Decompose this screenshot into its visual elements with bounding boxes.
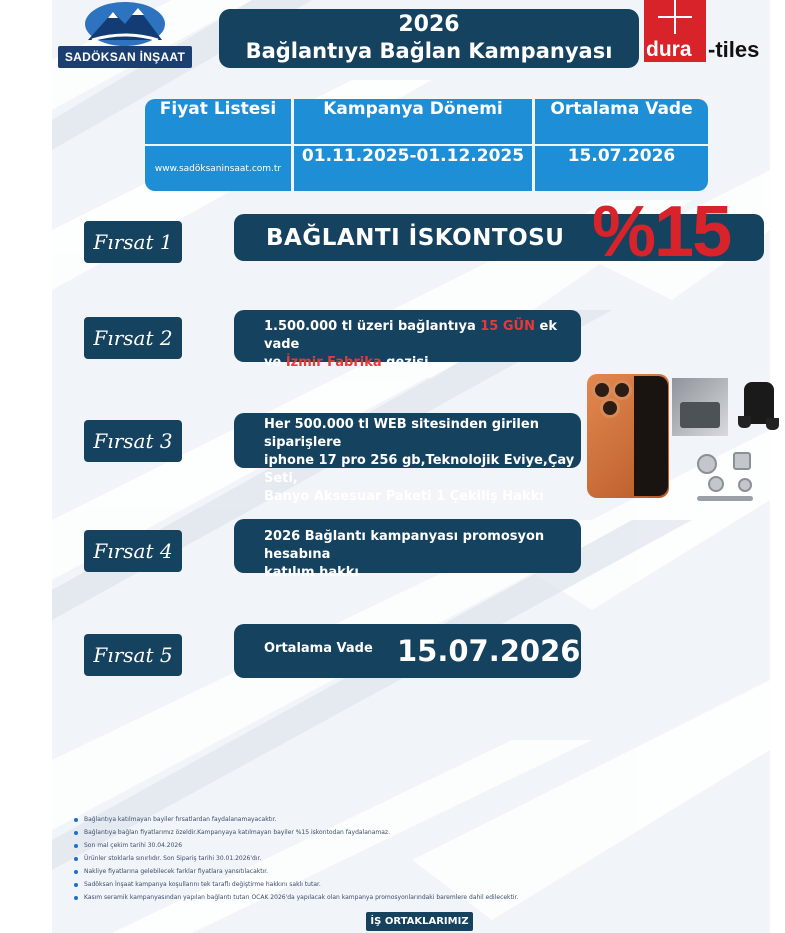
bath-accessory-icon bbox=[733, 452, 751, 470]
iphone-screen bbox=[634, 376, 668, 496]
terms-list bbox=[74, 813, 674, 904]
average-due-date: 15.07.2026 bbox=[397, 634, 581, 668]
mountain-logo-icon bbox=[58, 0, 192, 48]
partners-label: İŞ ORTAKLARIMIZ bbox=[366, 912, 473, 931]
firsat-2-line-1 bbox=[264, 318, 581, 354]
partner-logo-suffix: -tiles bbox=[708, 37, 760, 62]
company-logo bbox=[58, 0, 192, 72]
bath-accessory-icon bbox=[697, 454, 717, 474]
towel-bar-icon bbox=[697, 496, 753, 501]
firsat-2-text: gezisi bbox=[381, 355, 429, 370]
firsat-2-line-2 bbox=[264, 354, 581, 372]
camera-lens-icon bbox=[592, 380, 612, 400]
tea-cup-icon bbox=[738, 416, 751, 428]
firsat-5-label: Fırsat 5 bbox=[84, 634, 182, 676]
firsat-3-line-3: Banyo Aksesuar Paketi 1 Çekiliş Hakkı bbox=[264, 489, 544, 504]
firsat-2-label: Fırsat 2 bbox=[84, 317, 182, 359]
sink-bowl bbox=[680, 402, 720, 428]
table-header-price-list: Fiyat Listesi bbox=[159, 99, 277, 119]
terms-item: Kasım seramik kampanyasından yapılan bağlantı tutarı OCAK 2026'da yapılacak olan kampanya promosyonlarındaki baremlere dahil edilecektir. bbox=[74, 891, 674, 904]
firsat-2-offer bbox=[234, 310, 581, 370]
bath-accessory-icon bbox=[708, 476, 724, 492]
terms-item: Nakliye fiyatlarına gelebilecek farklar fiyatlara yansıtılacaktır. bbox=[74, 865, 674, 878]
firsat-3-offer bbox=[234, 413, 581, 504]
table-header-due: Ortalama Vade bbox=[550, 99, 693, 119]
terms-item: Ürünler stoklarla sınırlıdır. Son Sipariş tarihi 30.01.2026'dır. bbox=[74, 852, 674, 865]
company-logo-text: SADÖKSAN İNŞAAT bbox=[58, 46, 192, 68]
campaign-period-value: 01.11.2025-01.12.2025 bbox=[301, 146, 525, 166]
firsat-4-line-1: 2026 Bağlantı kampanyası promosyon hesabına bbox=[264, 529, 545, 562]
terms-item: Sadöksan İnşaat kampanya koşullarını tek taraflı değiştirme hakkını saklı tutar. bbox=[74, 878, 674, 891]
firsat-1-label: Fırsat 1 bbox=[84, 221, 182, 263]
partner-logo bbox=[644, 0, 774, 66]
average-due-value: 15.07.2026 bbox=[567, 146, 676, 166]
table-divider bbox=[532, 99, 535, 191]
camera-lens-icon bbox=[612, 380, 632, 400]
firsat-3-line-2: iphone 17 pro 256 gb,Teknolojik Eviye,Çay Seti, bbox=[264, 453, 575, 486]
firsat-3-line-1: Her 500.000 tl WEB sitesinden girilen siparişlere bbox=[264, 417, 539, 450]
table-header-period: Kampanya Dönemi bbox=[323, 99, 503, 119]
firsat-5-offer bbox=[234, 624, 581, 678]
partner-logo-word: dura bbox=[646, 38, 692, 61]
table-divider bbox=[145, 144, 708, 146]
firsat-2-highlight: İzmir Fabrika bbox=[285, 355, 382, 370]
average-due-label: Ortalama Vade bbox=[264, 641, 373, 656]
firsat-4-label: Fırsat 4 bbox=[84, 530, 182, 572]
firsat-2-text: 1.500.000 tl üzeri bağlantıya bbox=[264, 319, 481, 334]
table-divider bbox=[291, 99, 294, 191]
firsat-2-highlight: 15 GÜN bbox=[480, 319, 535, 334]
terms-item: Son mal çekim tarihi 30.04.2026 bbox=[74, 839, 674, 852]
campaign-title: Bağlantıya Bağlan Kampanyası bbox=[245, 39, 613, 63]
website-link[interactable]: www.sadöksaninsaat.com.tr bbox=[154, 164, 282, 174]
firsat-2-text: ve bbox=[264, 355, 286, 370]
camera-lens-icon bbox=[600, 398, 620, 418]
firsat-2-text: ek vade bbox=[264, 319, 557, 352]
firsat-4-line-2: katılım hakkı bbox=[264, 565, 359, 580]
terms-item: Bağlantıya bağlan fiyatlarımız özeldir.Kampanyaya katılmayan bayiler %15 iskontodan faydalanamaz. bbox=[74, 826, 674, 839]
campaign-info-table bbox=[145, 99, 708, 191]
discount-percent: %15 bbox=[592, 192, 731, 272]
campaign-header bbox=[219, 9, 639, 68]
firsat-3-label: Fırsat 3 bbox=[84, 420, 182, 462]
bath-accessory-icon bbox=[738, 478, 752, 492]
firsat-4-offer bbox=[234, 519, 581, 580]
campaign-year: 2026 bbox=[398, 12, 460, 37]
tea-cup-icon bbox=[766, 418, 779, 430]
terms-item: Bağlantıya katılmayan bayiler fırsatlardan faydalanamayacaktır. bbox=[74, 813, 674, 826]
discount-title: BAĞLANTI İSKONTOSU bbox=[266, 225, 565, 251]
